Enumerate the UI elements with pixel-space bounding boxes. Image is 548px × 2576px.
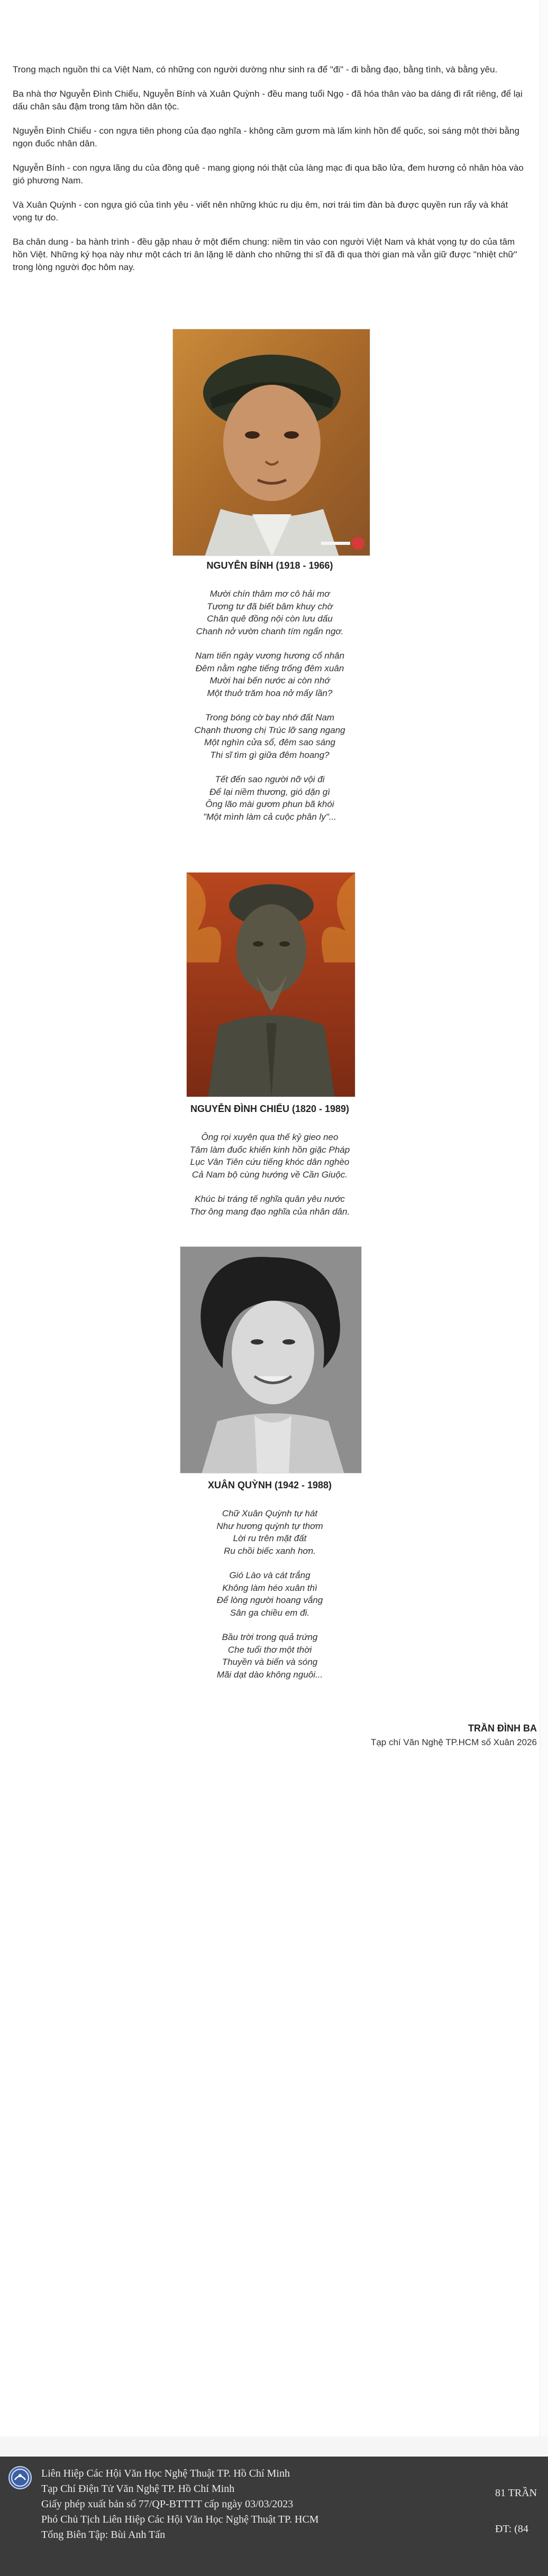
intro-paragraph: Trong mạch nguồn thi ca Việt Nam, có những con người dường như sinh ra để "đi" - đi bằng đạo, bằng tình, và bằng yêu. xyxy=(13,64,498,75)
poem-line: Lục Vân Tiên cứu tiếng khóc dân nghèo xyxy=(190,1157,350,1167)
portrait-nguyen-binh-image xyxy=(173,329,370,556)
poem-line: Ông rọi xuyên qua thế kỷ gieo neo xyxy=(201,1132,339,1142)
footer-line: Tạp Chí Điện Tử Văn Nghệ TP. Hồ Chí Minh xyxy=(41,2483,235,2495)
portrait-nguyen-dinh-chieu-image xyxy=(187,873,355,1097)
poem-stanza xyxy=(0,1193,540,1218)
footer-line: Phó Chủ Tịch Liên Hiệp Các Hội Văn Học Nghệ Thuật TP. HCM xyxy=(41,2514,319,2525)
footer-line: Tổng Biên Tập: Bùi Anh Tấn xyxy=(41,2529,166,2541)
portrait-nguyen-binh xyxy=(172,329,370,556)
poem-stanza xyxy=(0,1507,540,1557)
poem-nguyen-binh xyxy=(0,588,540,835)
logo-emblem-icon xyxy=(10,2467,31,2488)
poem-line: Trong bóng cờ bay nhớ đất Nam xyxy=(205,712,335,722)
poem-line: Thuyền và biển và sóng xyxy=(222,1657,318,1667)
poem-line: Nam tiến ngày vương hương cổ nhân xyxy=(195,651,345,661)
footer-line: Giấy phép xuất bản số 77/QP-BTTTT cấp ngày 03/03/2023 xyxy=(41,2498,294,2510)
poem-line: Chạnh thương chị Trúc lỡ sang ngang xyxy=(194,725,345,735)
portrait-nguyen-dinh-chieu xyxy=(186,872,355,1097)
caption-nguyen-dinh-chieu: NGUYỄN ĐÌNH CHIỂU (1820 - 1989) xyxy=(190,1104,350,1114)
scrollbar-track[interactable] xyxy=(540,0,548,2436)
intro-paragraph: Nguyễn Đình Chiểu - con ngựa tiên phong của đạo nghĩa - không cầm gươm mà lấm kinh hồn để quốc, soi sáng một thời bằng ngọn đuốc nhân dân. xyxy=(13,126,519,149)
poem-line: Bầu trời trong quả trứng xyxy=(222,1632,318,1642)
poem-line: Một thuở trăm hoa nở mấy lần? xyxy=(207,688,333,698)
poem-xuan-quynh xyxy=(0,1507,540,1693)
poem-line: Khúc bi tráng tế nghĩa quân yêu nước xyxy=(195,1194,345,1204)
portrait-xuan-quynh-image xyxy=(180,1247,362,1474)
poem-stanza xyxy=(0,1569,540,1619)
poem-stanza xyxy=(0,588,540,637)
poem-line: Che tuổi thơ một thời xyxy=(227,1644,312,1655)
poem-line: Mãi dạt dào không nguôi... xyxy=(216,1669,323,1680)
article-source: Tạp chí Văn Nghệ TP.HCM số Xuân 2026 xyxy=(370,1737,537,1747)
site-footer xyxy=(0,2457,548,2576)
poem-line: Như hương quỳnh tự thơm xyxy=(216,1521,323,1531)
footer-info xyxy=(41,2466,319,2543)
poem-line: Lời ru trên mặt đất xyxy=(233,1533,307,1543)
poem-line: Tâm làm đuốc khiến kinh hồn giặc Pháp xyxy=(189,1144,350,1155)
intro-paragraph: Và Xuân Quỳnh - con ngựa gió của tình yêu - viết nên những khúc ru dịu êm, nơi trái tim đàn bà được quyền run rẩy và khát vọng tự do. xyxy=(13,200,508,223)
poem-line: Chân quê đồng nội còn lưu dấu xyxy=(207,614,333,624)
poem-line: "Một mình làm cả cuộc phân ly"... xyxy=(203,811,337,822)
poem-stanza xyxy=(0,1631,540,1681)
poem-line: Để lại niềm thương, gió dặn gì xyxy=(209,786,330,797)
intro-paragraph: Nguyễn Bính - con ngựa lãng du của đồng quê - mang giọng nói thật của làng mạc đi qua bão lửa, đem hương cỏ nhân hòa vào gió phương Nam. xyxy=(13,163,524,186)
caption-nguyen-binh: NGUYỄN BÍNH (1918 - 1966) xyxy=(206,560,333,571)
poem-line: Ông lão mài gươm phun bã khói xyxy=(205,799,334,809)
poem-line: Thi sĩ tìm gì giữa đêm hoang? xyxy=(210,749,330,760)
poem-line: Mười hai bến nước ai còn nhớ xyxy=(209,675,330,685)
poem-stanza xyxy=(0,650,540,699)
article-intro xyxy=(13,63,528,285)
poem-line: Tết đến sao người nỡ vội đi xyxy=(215,774,325,784)
poem-line: Chanh nở vườn chanh tím ngẩn ngơ. xyxy=(196,626,344,636)
poem-line: Không làm héo xuân thì xyxy=(222,1582,317,1593)
poem-nguyen-dinh-chieu xyxy=(0,1131,540,1230)
poem-line: Để lòng người hoang vắng xyxy=(216,1595,323,1605)
footer-address: 81 TRẦN xyxy=(495,2487,537,2499)
footer-line: Liên Hiệp Các Hội Văn Học Nghệ Thuật TP. Hồ Chí Minh xyxy=(41,2468,290,2479)
intro-paragraph: Ba nhà thơ Nguyễn Đình Chiểu, Nguyễn Bính và Xuân Quỳnh - đều mang tuổi Ngọ - đã hóa thân vào ba dáng đi rất riêng, để lại dấu chân sâu đậm trong tâm hồn dân tộc. xyxy=(13,89,523,112)
poem-line: Cả Nam bộ cùng hướng về Cần Giuộc. xyxy=(191,1169,348,1180)
poem-line: Sân ga chiều em đi. xyxy=(230,1607,310,1618)
poem-stanza xyxy=(0,773,540,823)
poem-line: Chữ Xuân Quỳnh tự hát xyxy=(222,1508,318,1518)
poem-stanza xyxy=(0,1131,540,1181)
poem-line: Thơ ông mang đạo nghĩa của nhân dân. xyxy=(189,1206,350,1217)
poem-stanza xyxy=(0,711,540,761)
footer-phone: ĐT: (84 xyxy=(495,2523,528,2535)
article-signature xyxy=(371,1723,537,1748)
association-logo-icon[interactable] xyxy=(8,2466,32,2489)
poem-line: Ru chồi biếc xanh hơn. xyxy=(224,1545,316,1556)
poem-line: Một nghìn cửa sổ, đêm sao sáng xyxy=(204,737,335,747)
poem-line: Đêm nằm nghe tiếng trống đêm xuân xyxy=(195,663,344,673)
author-name: TRẦN ĐÌNH BA xyxy=(468,1723,537,1734)
poem-line: Gió Lào và cát trắng xyxy=(229,1570,310,1580)
intro-paragraph: Ba chân dung - ba hành trình - đều gặp nhau ở một điểm chung: niềm tin vào con người Việt Nam và khát vọng tự do của tâm hồn Việt. Những ký họa này như một cách tri ân lặng lẽ dành cho những thi sĩ đã đi qua thời gian mà vẫn giữ được "nhiệt chữ" trong lòng người đọc hôm nay. xyxy=(13,237,517,272)
poem-line: Mười chín thâm mơ cô hải mơ xyxy=(209,589,330,599)
portrait-xuan-quynh xyxy=(180,1246,362,1474)
poem-line: Tương tư đã biết bâm khuy chờ xyxy=(207,601,333,611)
caption-xuan-quynh: XUÂN QUỲNH (1942 - 1988) xyxy=(207,1480,332,1490)
